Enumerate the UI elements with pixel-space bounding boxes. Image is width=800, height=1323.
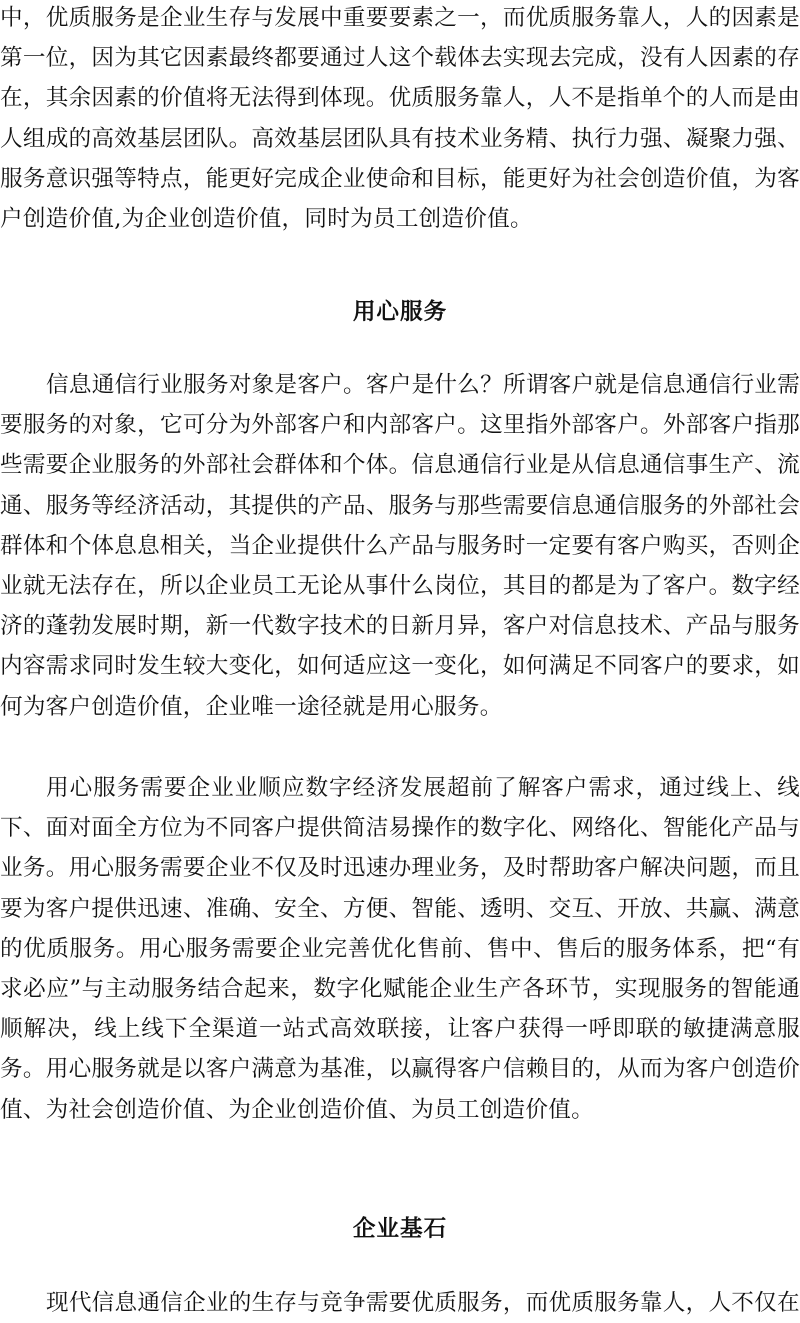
body-paragraph: 现代信息通信企业的生存与竞争需要优质服务，而优质服务靠人，人不仅在 — [46, 1290, 800, 1316]
body-paragraph: 信息通信行业服务对象是客户。客户是什么？所谓客户就是信息通信行业需要服务的对象，它可分为外部客户和内部客户。这里指外部客户。外部客户指那些需要企业服务的外部社会群体和个体。信息通信行业是从信息通信事生产、流通、服务等经济活动，其提供的产品、服务与那些需要信息通信服务的外部社会群体和个体息息相关，当企业提供什么产品与服务时一定要有客户购买，否则企业就无法存在，所以企业员工无论从事什么岗位，其目的都是为了客户。数字经济的蓬勃发展时期，新一代数字技术的日新月异，客户对信息技术、产品与服务内容需求同时发生较大变化，如何适应这一变化，如何满足不同客户的要求，如何为客户创造价值，企业唯一途径就是用心服务。 — [0, 372, 800, 720]
section-heading-enterprise-cornerstone: 企业基石 — [352, 1216, 448, 1242]
section-heading-user-service: 用心服务 — [352, 299, 448, 325]
body-paragraph: 用心服务需要企业业顺应数字经济发展超前了解客户需求，通过线上、线下、面对面全方位为不同客户提供简洁易操作的数字化、网络化、智能化产品与业务。用心服务需要企业不仅及时迅速办理业务，及时帮助客户解决问题，而且要为客户提供迅速、准确、安全、方便、智能、透明、交互、开放、共赢、满意的优质服务。用心服务需要企业完善优化售前、售中、售后的服务体系，把“有求必应”与主动服务结合起来，数字化赋能企业生产各环节，实现服务的智能通顺解决，线上线下全渠道一站式高效联接，让客户获得一呼即联的敏捷满意服务。用心服务就是以客户满意为基准，以赢得客户信赖目的，从而为客户创造价值、为社会创造价值、为企业创造价值、为员工创造价值。 — [0, 775, 800, 1123]
intro-paragraph: 中，优质服务是企业生存与发展中重要要素之一，而优质服务靠人，人的因素是第一位，因为其它因素最终都要通过人这个载体去实现去完成，没有人因素的存在，其余因素的价值将无法得到体现。优质服务靠人，人不是指单个的人而是由人组成的高效基层团队。高效基层团队具有技术业务精、执行力强、凝聚力强、服务意识强等特点，能更好完成企业使命和目标，能更好为社会创造价值，为客户创造价值,为企业创造价值，同时为员工创造价值。 — [0, 5, 800, 233]
